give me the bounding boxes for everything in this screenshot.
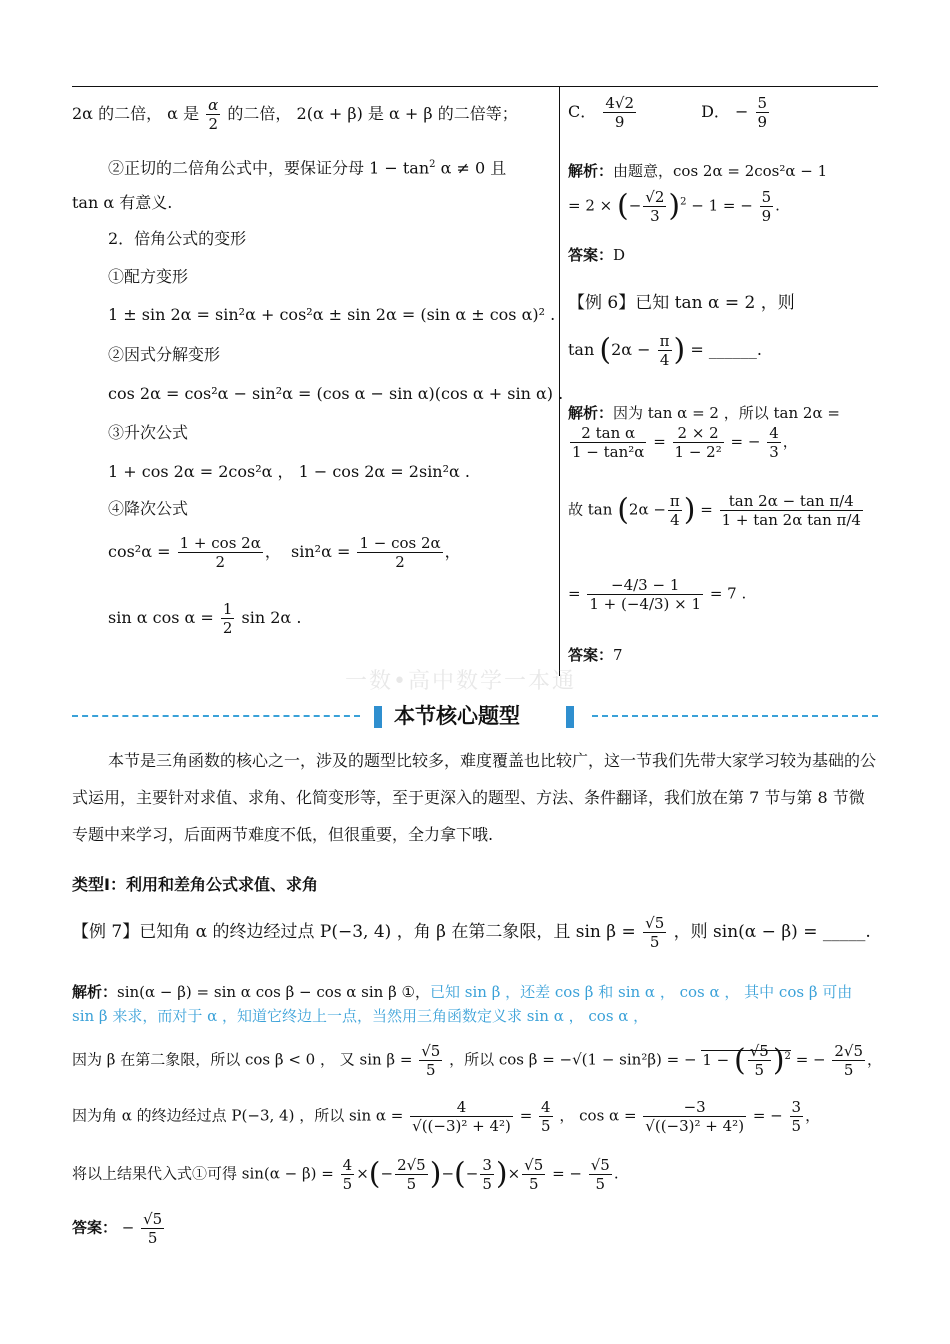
frac-num: 1 xyxy=(222,600,233,618)
frac-den: 5 xyxy=(541,1117,551,1135)
frac-den: 4 xyxy=(659,351,670,369)
frac-num: √5 xyxy=(421,1042,441,1060)
fraction xyxy=(767,424,781,461)
fraction xyxy=(221,600,235,637)
analysis-formula: sin(α − β) = sin α cos β − cos α sin β ①， xyxy=(117,983,430,1001)
frac-den: 3 xyxy=(650,207,660,225)
analysis-label: 解析： xyxy=(568,404,614,422)
fraction xyxy=(603,94,636,131)
type-heading: 类型Ⅰ：利用和差角公式求值、求角 xyxy=(72,875,318,894)
frac-num: −4/3 − 1 xyxy=(587,576,703,595)
example-7-sub-line xyxy=(72,1156,878,1193)
fraction xyxy=(756,94,770,131)
frac-num: 4 xyxy=(541,1098,551,1116)
text: − 1 = − xyxy=(691,196,753,215)
answer-6 xyxy=(568,644,623,666)
example-6-question xyxy=(568,332,762,369)
example-6-title: 【例 6】已知 tan α = 2 ，则 xyxy=(568,293,795,313)
section-bar-right xyxy=(566,706,574,728)
analysis-6-line4: = $\frac{-4/3 - 1}{1 + (-4/3) \times 1}$ = 7 . xyxy=(568,576,747,613)
text: = 7 . xyxy=(709,584,747,603)
item-3-formula: 1 + cos 2α = 2cos²α ， 1 − cos 2α = 2sin²α . xyxy=(108,462,471,481)
paren: ( xyxy=(617,188,629,224)
heading-2: 2．倍角公式的变形 xyxy=(108,229,247,248)
frac-num: 5 xyxy=(757,94,768,112)
frac-num: √5 xyxy=(645,914,665,932)
item-2-title: ②因式分解变形 xyxy=(108,345,221,364)
frac-num: α xyxy=(208,96,219,114)
text: cos²α = xyxy=(108,542,171,561)
fraction xyxy=(658,332,672,369)
answer-label: 答案： xyxy=(568,246,614,264)
frac-den: 5 xyxy=(595,1175,606,1193)
fraction xyxy=(206,96,220,133)
item-1-formula: 1 ± sin 2α = sin²α + cos²α ± sin 2α = (sin α ± cos α)² . xyxy=(108,305,556,324)
item-4-formula-2 xyxy=(108,600,301,637)
text: 【例 7】已知角 α 的终边经过点 P(−3, 4) ，角 β 在第二象限，且 sin β = xyxy=(72,922,636,942)
dashed-rule-left xyxy=(72,715,360,717)
frac-num: 2 × 2 xyxy=(673,424,724,443)
example-7-alpha-line xyxy=(72,1098,878,1135)
text: α ≠ 0 且 xyxy=(440,158,507,178)
analysis-5-line2: = 2 × (− $\frac{√2}{3}$ )$^2$ − 1 = − $\frac{5}{9}$ . xyxy=(568,188,780,225)
frac-num: −3 xyxy=(643,1098,746,1117)
text: ，所以 cos β = −√(1 − sin²β) = − xyxy=(449,1050,697,1069)
text: 由题意，cos 2α = 2cos²α − 1 xyxy=(613,162,828,180)
frac-den: 9 xyxy=(614,113,625,131)
frac-num: 2 tan α xyxy=(570,424,646,443)
frac-den: 2 xyxy=(222,619,233,637)
text: 因为 tan α = 2 ，所以 tan 2α = xyxy=(613,404,840,422)
frac-num: √5 xyxy=(590,1156,610,1174)
text: 因为 β 在第二象限，所以 cos β < 0 ， 又 sin β = xyxy=(72,1050,413,1069)
frac-den: 5 xyxy=(147,1229,158,1247)
analysis-hint: 已知 sin β ，还差 cos β 和 sin α ， cos α ， 其中 cos β 可由 sin β 来求，而对于 α ，知道它终边上一点，当然用三角函数定义求 sin α ， cos α ， xyxy=(72,983,853,1025)
choices-row xyxy=(568,94,771,131)
answer-5 xyxy=(568,244,625,266)
text: ， cos α = xyxy=(559,1106,637,1125)
frac-num: √2 xyxy=(645,188,665,206)
type-heading-wrap xyxy=(72,872,878,895)
frac-den: 1 + (−4/3) × 1 xyxy=(589,595,702,613)
text: sin²α = xyxy=(291,542,351,561)
fraction xyxy=(643,914,666,951)
text: sin α cos α = xyxy=(108,608,214,627)
fraction xyxy=(589,1156,612,1193)
text: 2α 的二倍， xyxy=(72,104,163,123)
answer-value: 7 xyxy=(613,646,623,664)
analysis-6-line3: 故 tan (2α − $\frac{\pi}{4}$ ) = $\frac{\text{tan 2α − tan π/4}}{\text{1 + tan 2α tan π/4}}$ xyxy=(568,492,861,529)
frac-num: √5 xyxy=(143,1210,163,1228)
example-7-title xyxy=(72,914,878,951)
watermark: 一数•高中数学一本通 xyxy=(345,669,576,694)
section-intro xyxy=(72,742,878,853)
intro-paragraph: 本节是三角函数的核心之一，涉及的题型比较多，难度覆盖也比较广，这一节我们先带大家学习较为基础的公式运用，主要针对求值、求角、化简变形等，至于更深入的题型、方法、条件翻译，我们放在第 7 节与第 8 节微专题中来学习，后面两节难度不低，但很重要，全力拿下哦. xyxy=(72,751,877,844)
dashed-rule-right xyxy=(592,715,878,717)
fraction xyxy=(587,576,703,613)
fraction xyxy=(539,1098,553,1135)
frac-num: 4 xyxy=(410,1098,513,1117)
column-divider xyxy=(559,86,560,676)
fraction xyxy=(141,1210,164,1247)
frac-den: 2 xyxy=(208,115,219,133)
text: ②正切的二倍角公式中，要保证分母 1 − tan xyxy=(108,158,430,178)
fraction: $\frac{\pi}{4}$ xyxy=(669,492,680,529)
analysis-label: 解析： xyxy=(568,162,614,180)
frac-den: 3 xyxy=(769,443,779,461)
fraction xyxy=(832,1042,865,1079)
frac-den: 5 xyxy=(843,1061,854,1079)
text: α 是 xyxy=(167,104,200,123)
fraction xyxy=(643,1098,746,1135)
paren: ( xyxy=(617,492,629,528)
frac-num: 1 + cos 2α xyxy=(179,534,261,552)
note-2-cont: tan α 有意义. xyxy=(72,193,173,212)
answer-label: 答案： xyxy=(72,1218,118,1237)
answer-blank: = ______. xyxy=(690,340,762,359)
answer-label: 答案： xyxy=(568,646,614,664)
beta-line: 因为 β 在第二象限，所以 cos β < 0 ， 又 sin β = $\frac{√5}{5}$ ，所以 cos β = −√(1 − sin²β) = − 1 − ( $\frac{√5}{5}$ )$^2$ = − $\frac{2√5}{5}$ ， xyxy=(72,1042,883,1079)
fraction xyxy=(570,424,646,461)
answer-7: 答案： − $\frac{√5}{5}$ xyxy=(72,1210,163,1247)
choice-d: D． − $\frac{5}{9}$ xyxy=(701,94,768,131)
substitution-line: 将以上结果代入式①可得 sin(α − β) = $\frac{4}{5}$ ×(− $\frac{2√5}{5}$ )−(− $\frac{3}{5}$ )× $\frac{√5}{5}$ = − $\frac{√5}{5}$ . xyxy=(72,1156,619,1193)
text: = − xyxy=(752,1106,783,1125)
choice-c xyxy=(568,94,638,131)
frac-den: 9 xyxy=(761,207,772,225)
frac-num: π xyxy=(659,332,670,350)
analysis-7-text xyxy=(72,980,878,1028)
note-2: ②正切的二倍角公式中，要保证分母 $1 - \tan^2 \alpha \ne 0$ 且 xyxy=(108,158,507,178)
fraction xyxy=(357,534,442,571)
text: 故 tan xyxy=(568,500,613,519)
paren: ) xyxy=(673,332,686,368)
item-4-title: ④降次公式 xyxy=(108,499,189,518)
fraction xyxy=(643,188,666,225)
item-2-formula: cos 2α = cos²α − sin²α = (cos α − sin α)(cos α + sin α) . xyxy=(108,384,564,403)
text: = − xyxy=(552,1164,582,1183)
text: = xyxy=(519,1106,533,1125)
frac-den: 9 xyxy=(757,113,768,131)
item-3-title: ③升次公式 xyxy=(108,423,189,442)
frac-num: 5 xyxy=(761,188,772,206)
frac-num: 4 xyxy=(769,424,779,442)
text: = 2 × xyxy=(568,196,613,215)
fraction xyxy=(760,188,774,225)
example-7-beta-line xyxy=(72,1042,883,1079)
frac-num: 4√2 xyxy=(605,94,634,112)
paren: ) xyxy=(683,492,696,528)
example-7 xyxy=(72,914,878,951)
frac-num: 2√5 xyxy=(834,1042,864,1060)
paren: ( xyxy=(599,332,612,368)
frac-den: 1 + tan 2α tan π/4 xyxy=(721,511,861,529)
frac-den: 1 − 2² xyxy=(674,443,722,461)
fraction xyxy=(673,424,724,461)
top-rule xyxy=(72,86,878,87)
frac-den: 1 − tan²α xyxy=(572,443,645,461)
text: 2α − xyxy=(611,340,651,359)
frac-den: 2 xyxy=(215,553,225,571)
fraction xyxy=(410,1098,513,1135)
frac-den: √((−3)² + 4²) xyxy=(645,1117,745,1135)
fraction xyxy=(720,492,863,529)
analysis-label: 解析： xyxy=(72,983,118,1001)
fraction xyxy=(178,534,263,571)
choice-label: C． xyxy=(568,102,597,121)
frac-num: tan 2α − tan π/4 xyxy=(720,492,863,511)
example-7-analysis xyxy=(72,980,878,1028)
text: ，则 sin(α − β) = _____. xyxy=(673,922,871,942)
paren: ) xyxy=(668,188,681,224)
analysis-6 xyxy=(568,402,840,424)
choice-label: D． xyxy=(701,102,730,121)
example-7-answer xyxy=(72,1210,878,1247)
text: 将以上结果代入式①可得 sin(α − β) = xyxy=(72,1164,334,1183)
frac-num: 3 xyxy=(791,1098,802,1116)
text: 的二倍， xyxy=(227,104,292,123)
alpha-line: 因为角 α 的终边经过点 P(−3, 4) ，所以 sin α = $\frac{4}{\text{√((−3)² + 4²)}}$ = $\frac{4}{5}$ ， cos α = $\frac{-3}{\text{√((−3)² + 4²)}}$ = − $\frac{3}{5}$ ， xyxy=(72,1098,821,1135)
frac-den: 5 xyxy=(791,1117,802,1135)
text: = − xyxy=(795,1050,826,1069)
text: 2(α + β) 是 α + β 的二倍等； xyxy=(296,104,518,123)
section-title: 本节核心题型 xyxy=(394,704,520,728)
text: sin 2α . xyxy=(241,608,302,627)
frac-den: 5 xyxy=(426,1061,436,1079)
frac-den: 2 xyxy=(395,553,405,571)
analysis-6-line2: $\frac{\text{2 tan α}}{\text{1 − tan²α}}$ = $\frac{2 \times 2}{\text{1 − 2²}}$ = − $\frac{4}{3}$ ， xyxy=(572,424,798,461)
sqrt-expression: 1 − ( $\frac{√5}{5}$ )$^2$ xyxy=(702,1042,791,1079)
frac-den: √((−3)² + 4²) xyxy=(412,1117,511,1135)
section-bar-left xyxy=(374,706,382,728)
answer-value: D xyxy=(613,246,626,264)
item-4-formula: cos²α = $\frac{1 + \cos 2\alpha}{2}$ ， sin²α = $\frac{1 - \cos 2\alpha}{2}$ ， xyxy=(108,534,461,571)
frac-num: 1 − cos 2α xyxy=(359,534,441,552)
item-1-title: ①配方变形 xyxy=(108,267,189,286)
note-line-1 xyxy=(72,96,518,133)
text: 因为角 α 的终边经过点 P(−3, 4) ，所以 sin α = xyxy=(72,1106,404,1125)
fraction xyxy=(790,1098,804,1135)
text: tan xyxy=(568,340,595,359)
fraction xyxy=(419,1042,442,1079)
section-header xyxy=(72,700,878,732)
frac-den: 5 xyxy=(649,933,660,951)
analysis-5 xyxy=(568,160,827,182)
